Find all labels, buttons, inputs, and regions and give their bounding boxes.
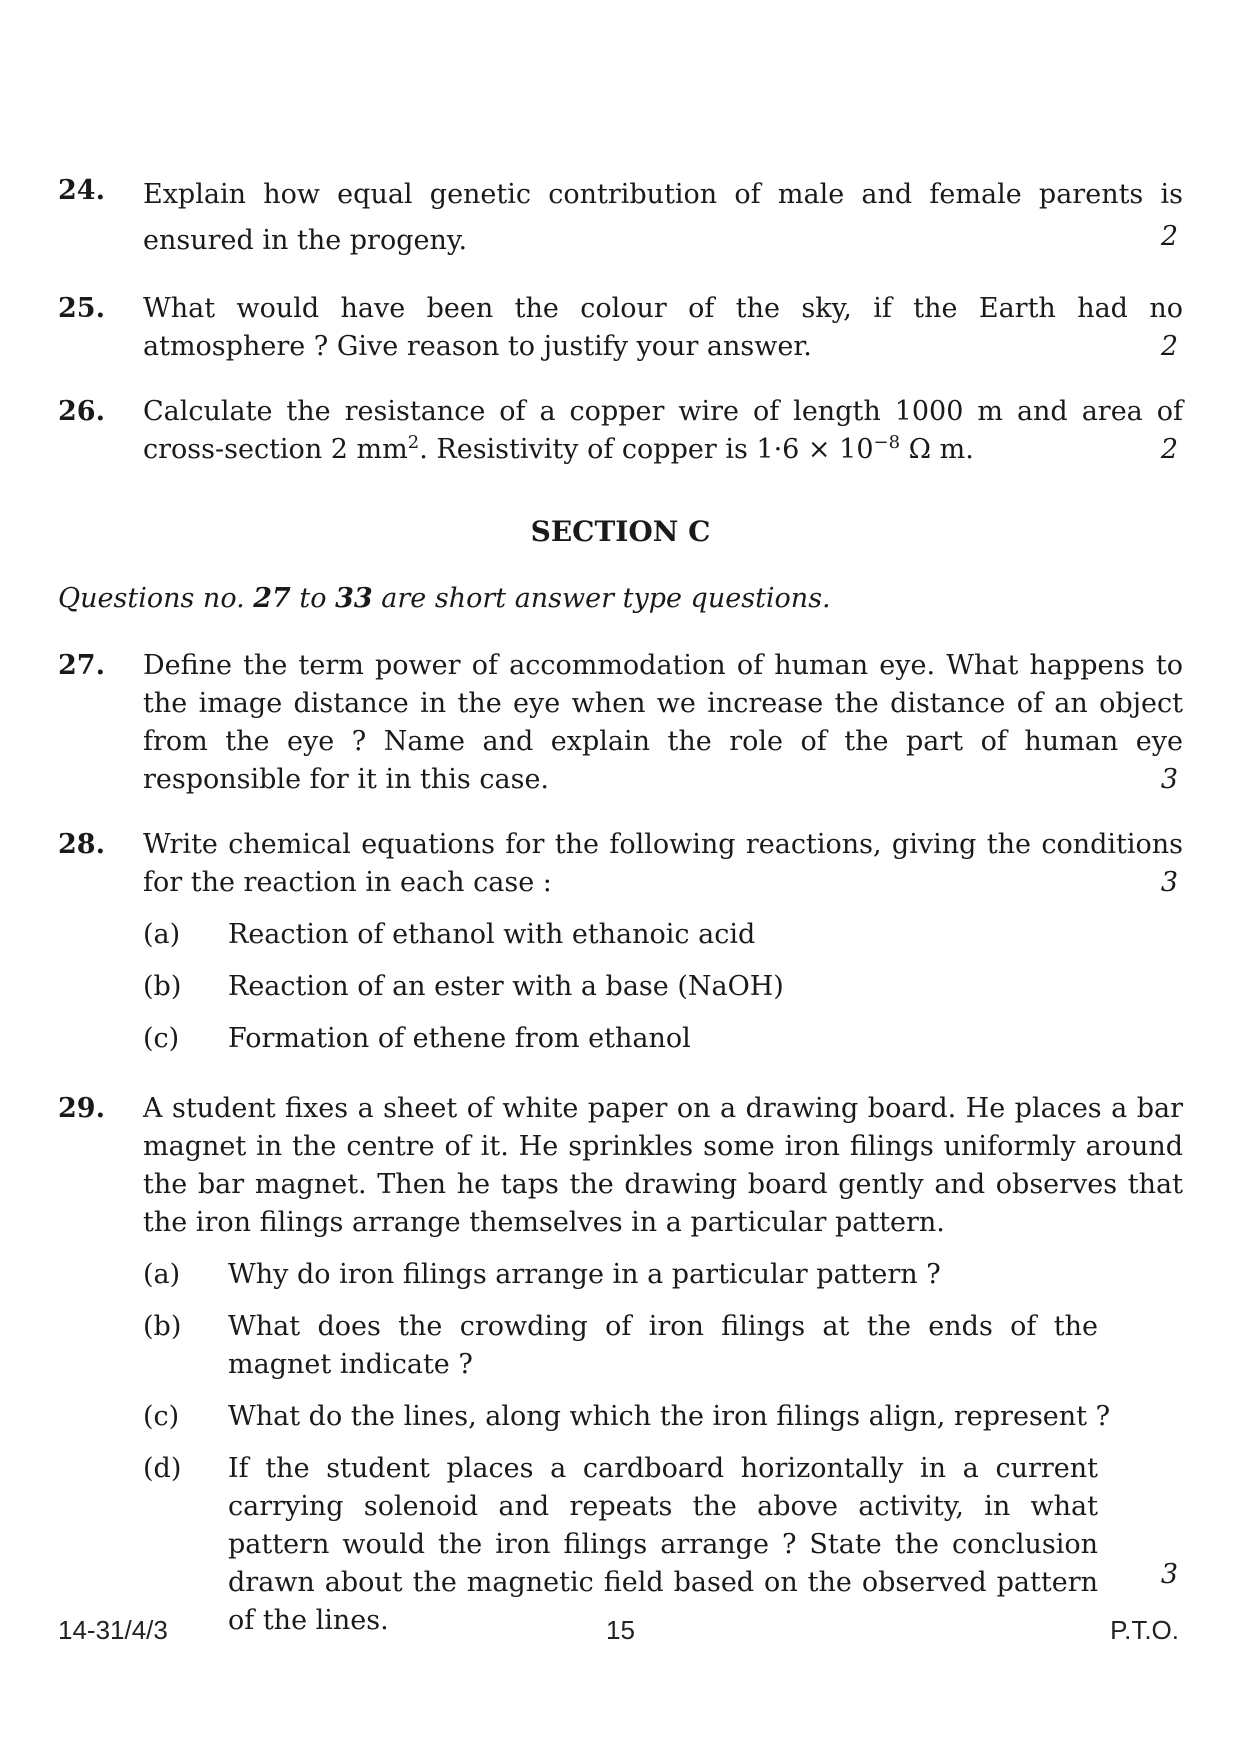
marks: 3 bbox=[1160, 1559, 1178, 1590]
sub-question: (d) If the student places a cardboard horizontally in a current carrying solenoid and repeats the above activity, in what pattern would the iron filings arrange ? State the conclusion drawn about the magnetic field based on the observed pattern of the lines. bbox=[143, 1453, 1098, 1636]
marks: 2 bbox=[1160, 331, 1178, 362]
question-28 bbox=[58, 826, 1183, 1058]
marks: 3 bbox=[1160, 867, 1178, 898]
question-text: Write chemical equations for the following reactions, giving the conditions for the reaction in each case : bbox=[143, 829, 1183, 898]
question-number: 25. bbox=[58, 293, 105, 324]
sub-question: (b) Reaction of an ester with a base (NaOH) bbox=[143, 971, 784, 1002]
marks: 2 bbox=[1160, 434, 1178, 465]
question-24 bbox=[58, 172, 1183, 264]
sub-question: (a) Reaction of ethanol with ethanoic acid bbox=[143, 919, 756, 950]
pto-label: P.T.O. bbox=[1110, 1615, 1179, 1645]
superscript: −8 bbox=[873, 432, 901, 453]
question-number: 28. bbox=[58, 829, 105, 860]
question-number: 26. bbox=[58, 396, 105, 427]
section-title: SECTION C bbox=[530, 515, 711, 548]
question-29 bbox=[58, 1090, 1183, 1640]
sub-question: (a) Why do iron filings arrange in a particular pattern ? bbox=[143, 1259, 941, 1290]
marks: 2 bbox=[1160, 221, 1178, 252]
question-text: What would have been the colour of the sky, if the Earth had no atmosphere ? Give reason to justify your answer. bbox=[143, 293, 1183, 362]
sub-question: (b) What does the crowding of iron filings at the ends of the magnet indicate ? bbox=[143, 1311, 1098, 1380]
question-text: A student fixes a sheet of white paper on a drawing board. He places a bar magnet in the centre of it. He sprinkles some iron filings uniformly around the bar magnet. Then he taps the drawing board gently and observes that the iron filings arrange themselves in a particular pattern. bbox=[143, 1093, 1183, 1238]
superscript: 2 bbox=[407, 432, 420, 453]
question-text: Define the term power of accommodation of human eye. What happens to the image distance in the eye when we increase the distance of an object from the eye ? Name and explain the role of the part of human eye responsible for it in this case. bbox=[143, 650, 1183, 795]
paper-code: 14-31/4/3 bbox=[58, 1615, 168, 1645]
question-text: Calculate the resistance of a copper wire of length 1000 m and area of cross-section 2 $mm^2$. Resistivity of copper is $1\cdot 6 \times 10^{-8}$ Ω m. bbox=[143, 396, 1183, 465]
section-instructions: Questions no. 27 to 33 are short answer type questions. bbox=[58, 583, 831, 614]
sub-questions bbox=[143, 916, 1173, 1058]
sub-question: (c) Formation of ethene from ethanol bbox=[143, 1023, 691, 1054]
page-number: 15 bbox=[606, 1615, 635, 1645]
question-27 bbox=[58, 647, 1183, 799]
marks: 3 bbox=[1160, 764, 1178, 795]
question-number: 24. bbox=[58, 175, 105, 206]
sub-questions bbox=[143, 1256, 1173, 1640]
question-text: Explain how equal genetic contribution of male and female parents is ensured in the progeny. bbox=[143, 179, 1183, 256]
question-26 bbox=[58, 393, 1183, 469]
question-number: 27. bbox=[58, 650, 105, 681]
question-number: 29. bbox=[58, 1093, 105, 1124]
sub-question: (c) What do the lines, along which the iron filings align, represent ? bbox=[143, 1401, 1111, 1432]
question-25 bbox=[58, 290, 1183, 366]
